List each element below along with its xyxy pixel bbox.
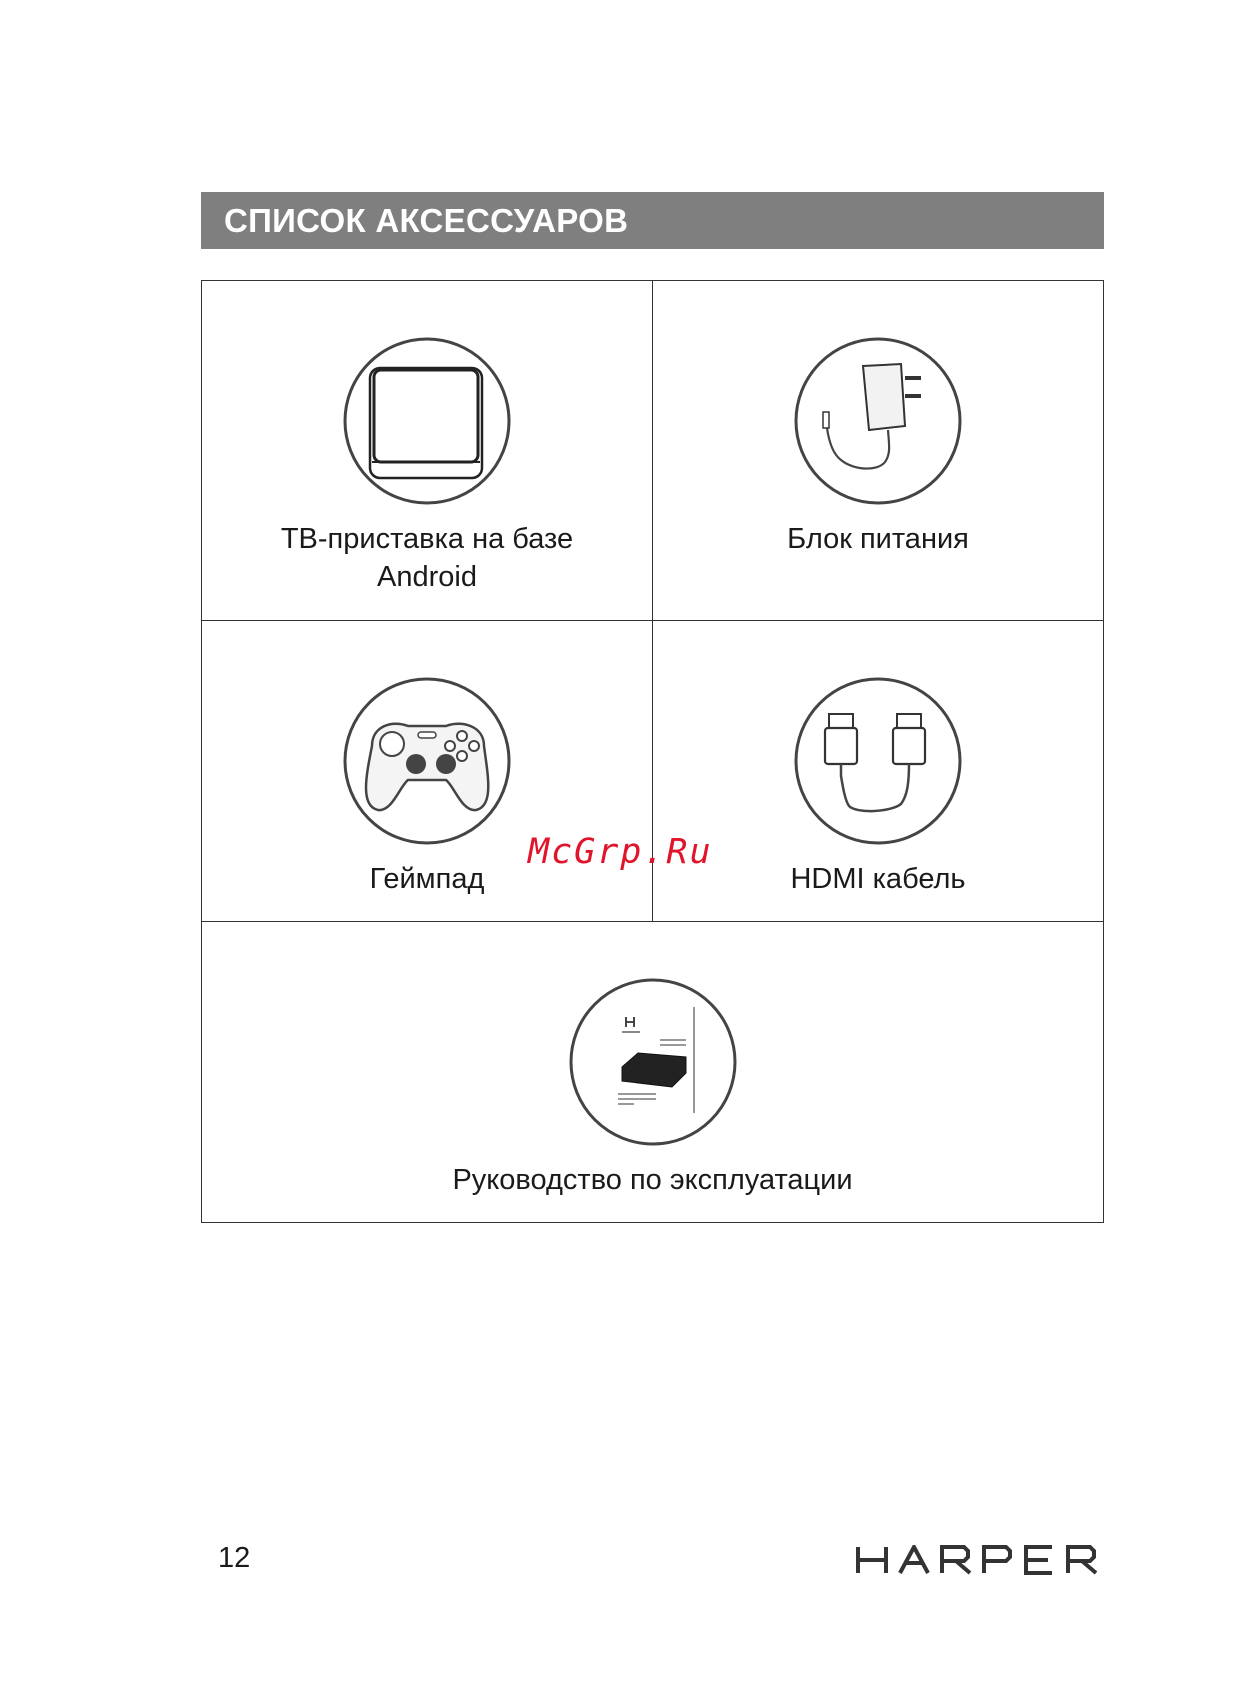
watermark: McGrp.Ru	[528, 832, 713, 872]
label-line: Геймпад	[369, 863, 485, 895]
gamepad-icon	[342, 676, 512, 846]
accessory-cell-tv-box	[202, 281, 653, 621]
hdmi-cable-icon	[793, 676, 963, 846]
section-header	[201, 192, 1104, 249]
label-line: Руководство по эксплуатации	[452, 1164, 853, 1196]
section-title: СПИСОК АКСЕССУАРОВ	[224, 201, 629, 239]
accessory-cell-hdmi-cable	[653, 621, 1103, 922]
tv-box-icon	[342, 336, 512, 506]
accessory-label	[787, 520, 969, 558]
accessory-label	[790, 860, 965, 898]
accessory-cell-gamepad	[202, 621, 653, 922]
harper-logo	[856, 1545, 1106, 1575]
page-number: 12	[218, 1542, 251, 1574]
accessory-label	[370, 860, 485, 898]
accessories-table	[201, 280, 1104, 1223]
power-adapter-icon	[793, 336, 963, 506]
label-line: Android	[377, 561, 477, 593]
manual-icon	[568, 977, 738, 1147]
harper-logo-icon	[856, 1545, 1106, 1575]
accessory-cell-power-adapter	[653, 281, 1103, 621]
accessory-cell-manual	[202, 922, 1103, 1222]
label-line: Блок питания	[787, 523, 969, 555]
accessory-label	[281, 520, 573, 596]
label-line: ТВ-приставка на базе	[280, 523, 574, 555]
label-line: HDMI кабель	[790, 863, 966, 895]
accessory-label	[452, 1161, 852, 1199]
